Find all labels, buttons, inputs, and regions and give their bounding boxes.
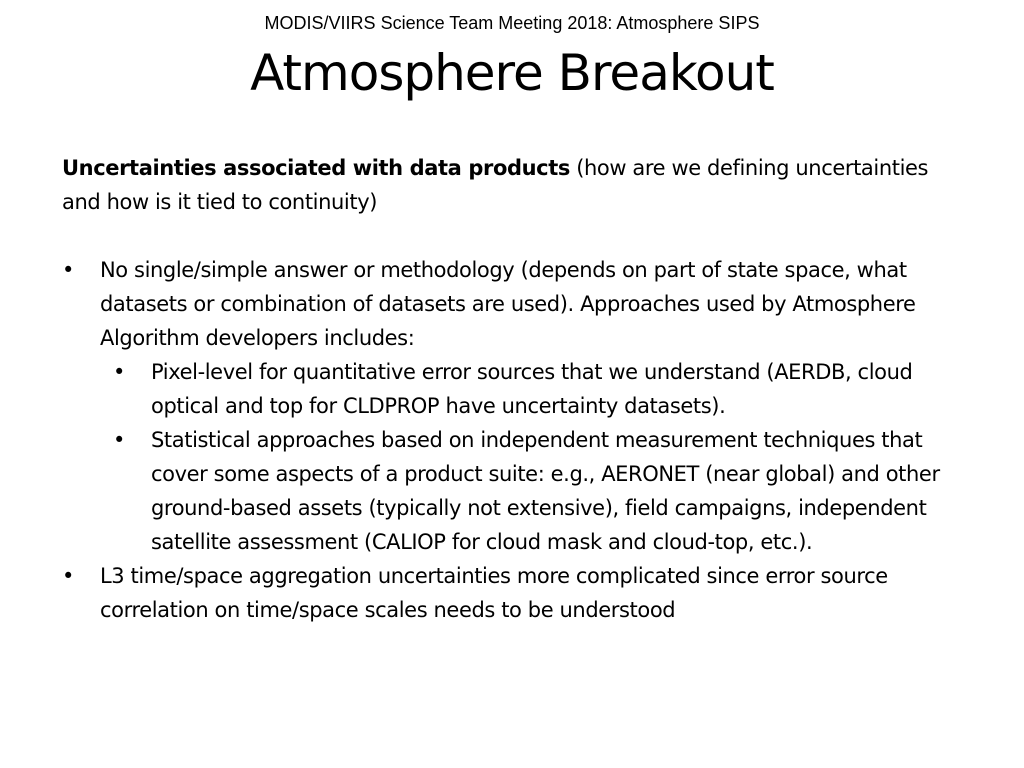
sub-bullet-item-2	[100, 423, 962, 559]
sub-bullet-text: Pixel-level for quantitative error sources that we understand (AERDB, cloud optical and top for CLDPROP have uncertainty datasets).	[151, 360, 913, 418]
slide-title: Atmosphere Breakout	[250, 44, 774, 102]
intro-bold: Uncertainties associated with data products	[62, 156, 570, 180]
intro-rest: (how are we defining uncertainties and how is it tied to continuity)	[62, 156, 929, 214]
intro-paragraph	[62, 151, 962, 219]
bullet-item-1	[62, 253, 962, 559]
bullet-marker: •	[62, 564, 74, 588]
slide-header: MODIS/VIIRS Science Team Meeting 2018: Atmosphere SIPS	[264, 13, 760, 33]
bullet-marker: •	[62, 258, 74, 282]
sub-bullet-list	[100, 355, 962, 559]
bullet-marker: •	[113, 428, 125, 452]
bullet-marker: •	[113, 360, 125, 384]
bullet-item-2	[62, 559, 962, 627]
bullet-text: L3 time/space aggregation uncertainties more complicated since error source correlation on time/space scales needs to be understood	[100, 564, 888, 622]
bullet-list	[62, 253, 962, 627]
bullet-text: No single/simple answer or methodology (depends on part of state space, what datasets or combination of datasets are used). Approaches used by Atmosphere Algorithm developers includes:	[100, 258, 916, 350]
sub-bullet-text: Statistical approaches based on independent measurement techniques that cover some aspects of a product suite: e.g., AERONET (near global) and other ground-based assets (typically not extensive), field campaigns, independent satellite assessment (CALIOP for cloud mask and cloud-top, etc.).	[151, 428, 940, 554]
sub-bullet-item-1	[100, 355, 962, 423]
slide-body	[62, 151, 962, 627]
